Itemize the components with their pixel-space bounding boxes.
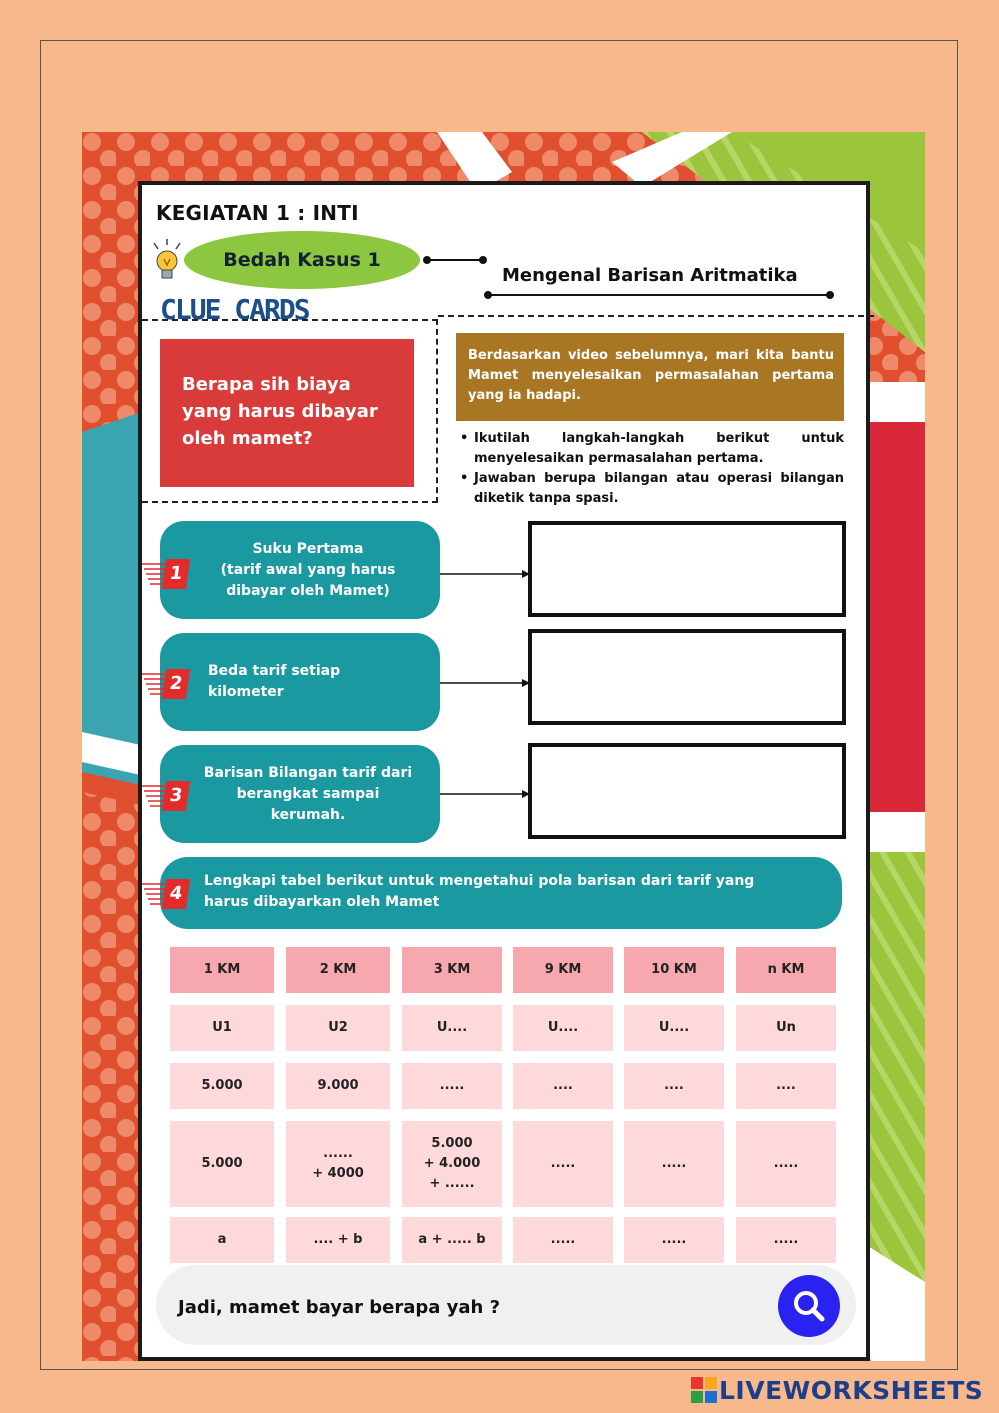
lightbulb-icon bbox=[150, 239, 184, 285]
table-header-cell: 10 KM bbox=[624, 947, 724, 993]
step-4-badge bbox=[142, 879, 194, 913]
step-1-text: Suku Pertama (tarif awal yang harus dibayar oleh Mamet) bbox=[220, 540, 396, 599]
table-cell[interactable]: 5.000 bbox=[170, 1063, 274, 1109]
table-cell[interactable]: .... bbox=[736, 1063, 836, 1109]
table-cell[interactable]: ..... bbox=[402, 1063, 502, 1109]
step-2-arrow bbox=[440, 677, 530, 689]
step-3-card bbox=[160, 745, 440, 843]
step-2-answer-box[interactable] bbox=[528, 629, 846, 725]
table-cell[interactable]: U.... bbox=[624, 1005, 724, 1051]
table-cell[interactable]: 5.000 bbox=[170, 1121, 274, 1207]
step-1-card bbox=[160, 521, 440, 619]
pattern-table bbox=[170, 947, 840, 1265]
table-cell[interactable]: 5.000 + 4.000 + ...... bbox=[402, 1121, 502, 1207]
subtitle-underline bbox=[482, 289, 836, 301]
step-2-text: Beda tarif setiap kilometer bbox=[208, 663, 341, 700]
connector-line bbox=[422, 255, 488, 265]
table-cell[interactable]: a + ..... b bbox=[402, 1217, 502, 1263]
step-3-answer-box[interactable] bbox=[528, 743, 846, 839]
step-2-card bbox=[160, 633, 440, 731]
instruction-item: • Jawaban berupa bilangan atau operasi bilangan diketik tanpa spasi. bbox=[458, 469, 844, 509]
liveworksheets-logo-icon bbox=[691, 1377, 717, 1403]
table-cell[interactable]: U.... bbox=[513, 1005, 613, 1051]
table-cell[interactable]: ..... bbox=[513, 1121, 613, 1207]
intro-card: Berdasarkan video sebelumnya, mari kita bantu Mamet menyelesaikan permasalahan pertama yang ia hadapi. bbox=[456, 333, 844, 421]
table-cell[interactable]: .... + b bbox=[286, 1217, 390, 1263]
step-1-number: 1 bbox=[162, 559, 190, 589]
step-1-badge bbox=[142, 559, 194, 593]
table-cell[interactable]: .... bbox=[513, 1063, 613, 1109]
table-header-cell: 3 KM bbox=[402, 947, 502, 993]
table-cell[interactable]: ..... bbox=[736, 1217, 836, 1263]
final-question-text: Jadi, mamet bayar berapa yah ? bbox=[178, 1297, 501, 1318]
search-icon bbox=[791, 1288, 827, 1324]
table-cell[interactable]: ..... bbox=[624, 1121, 724, 1207]
step-4-card: Lengkapi tabel berikut untuk mengetahui pola barisan dari tarif yang harus dibayarkan oleh Mamet bbox=[160, 857, 842, 929]
step-2-badge bbox=[142, 669, 194, 703]
section-subtitle: Mengenal Barisan Aritmatika bbox=[502, 265, 798, 286]
step-3-arrow bbox=[440, 788, 530, 800]
dashed-divider-top bbox=[438, 315, 874, 317]
table-cell[interactable]: ..... bbox=[624, 1217, 724, 1263]
page-title: KEGIATAN 1 : INTI bbox=[156, 201, 359, 225]
step-3-badge bbox=[142, 781, 194, 815]
table-header-cell: n KM bbox=[736, 947, 836, 993]
table-cell[interactable]: U2 bbox=[286, 1005, 390, 1051]
brand-name: LIVEWORKSHEETS bbox=[719, 1375, 984, 1405]
instructions-list bbox=[458, 429, 844, 509]
table-cell[interactable]: Un bbox=[736, 1005, 836, 1051]
table-header-cell: 1 KM bbox=[170, 947, 274, 993]
table-header-cell: 2 KM bbox=[286, 947, 390, 993]
question-card: Berapa sih biaya yang harus dibayar oleh mamet? bbox=[160, 339, 414, 487]
worksheet-card bbox=[138, 181, 870, 1361]
step-1-arrow bbox=[440, 568, 530, 580]
step-4-number: 4 bbox=[162, 879, 190, 909]
table-cell[interactable]: U1 bbox=[170, 1005, 274, 1051]
table-cell[interactable]: .... bbox=[624, 1063, 724, 1109]
case-label-badge: Bedah Kasus 1 bbox=[184, 231, 420, 289]
step-3-number: 3 bbox=[162, 781, 190, 811]
step-3-text: Barisan Bilangan tarif dari berangkat sampai kerumah. bbox=[203, 764, 413, 823]
table-cell[interactable]: 9.000 bbox=[286, 1063, 390, 1109]
table-header-cell: 9 KM bbox=[513, 947, 613, 993]
step-1-answer-box[interactable] bbox=[528, 521, 846, 617]
brand-footer[interactable] bbox=[691, 1374, 983, 1406]
step-2-number: 2 bbox=[162, 669, 190, 699]
clue-cards-heading: CLUE CARDS bbox=[160, 293, 309, 326]
instruction-item: • Ikutilah langkah-langkah berikut untuk menyelesaikan permasalahan pertama. bbox=[458, 429, 844, 469]
table-cell[interactable]: U.... bbox=[402, 1005, 502, 1051]
table-cell[interactable]: a bbox=[170, 1217, 274, 1263]
table-cell[interactable]: ..... bbox=[736, 1121, 836, 1207]
search-button[interactable] bbox=[778, 1275, 840, 1337]
table-cell[interactable]: ..... bbox=[513, 1217, 613, 1263]
table-cell[interactable]: ...... + 4000 bbox=[286, 1121, 390, 1207]
